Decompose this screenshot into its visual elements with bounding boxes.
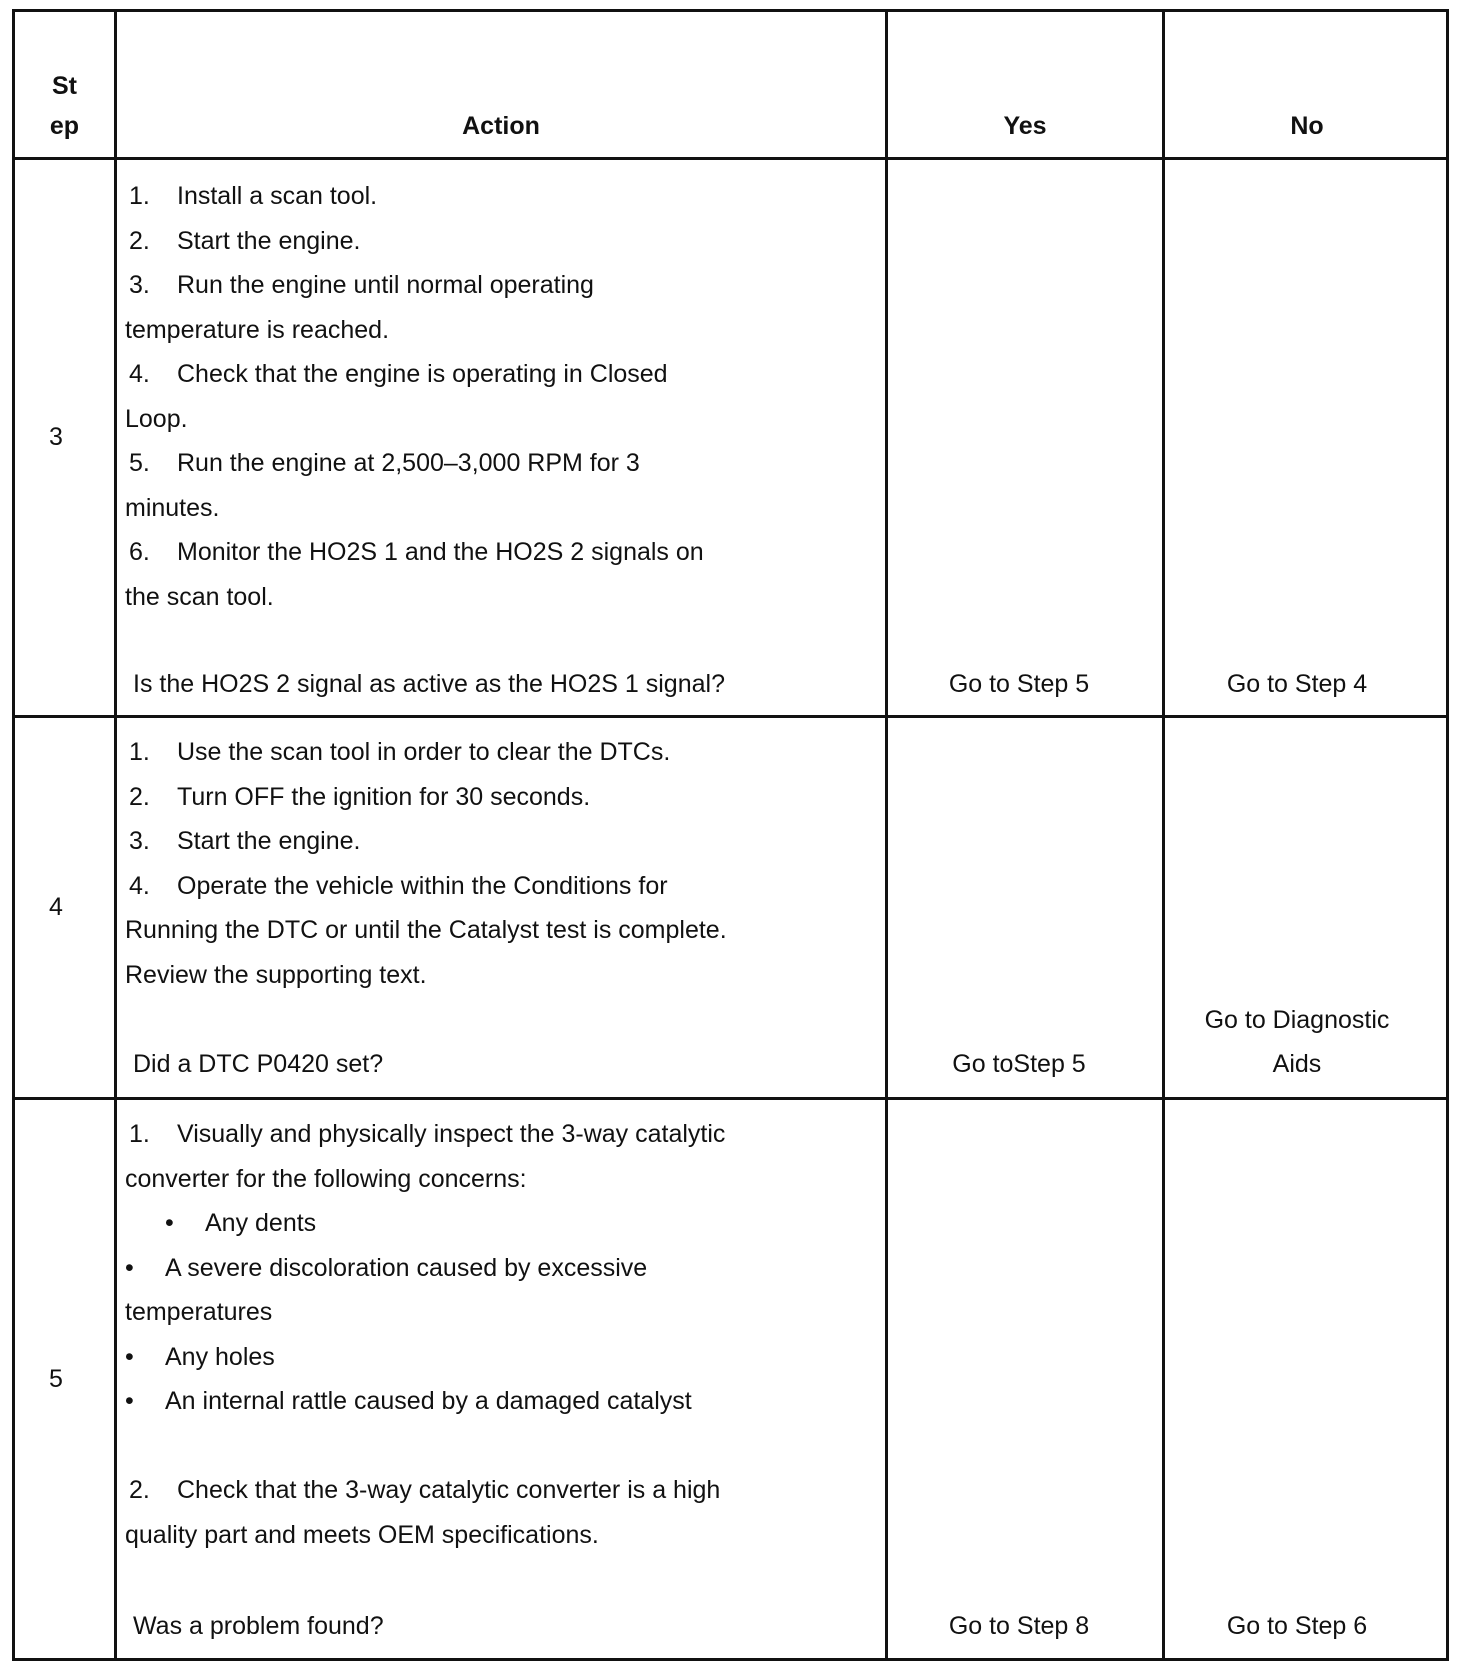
line-text: Monitor the HO2S 1 and the HO2S 2 signals on [177, 538, 704, 566]
bullet-icon: • [125, 1387, 134, 1415]
continuation-line [125, 953, 427, 997]
list-number: 5. [129, 449, 150, 477]
list-number: 1. [129, 182, 150, 210]
continuation-line [125, 908, 727, 952]
line-text: temperature is reached. [125, 315, 390, 344]
bullet-icon: • [125, 1342, 134, 1371]
bullet-icon: • [165, 1209, 174, 1237]
line-text: the scan tool. [125, 582, 274, 611]
no-result [1165, 1604, 1429, 1648]
numbered-line [129, 352, 668, 396]
list-number: 6. [129, 538, 150, 566]
bullet-line [165, 1201, 316, 1245]
line-text: Install a scan tool. [177, 182, 378, 210]
numbered-line [129, 1112, 725, 1156]
no-result-line: Go to Step 6 [1226, 1612, 1368, 1640]
line-text: Review the supporting text. [125, 960, 427, 989]
continuation-line [125, 1290, 272, 1334]
header-step-line2: ep [49, 112, 80, 140]
line-text: Operate the vehicle within the Conditions for [177, 871, 668, 900]
continuation-line [125, 1513, 599, 1557]
action-text [125, 730, 875, 1010]
line-text: Turn OFF the ignition for 30 seconds. [177, 782, 591, 811]
line-text: Running the DTC or until the Catalyst test is complete. [125, 916, 727, 944]
line-text: Loop. [125, 404, 188, 433]
question-text: Is the HO2S 2 signal as active as the HO2S 1 signal? [133, 670, 725, 698]
list-number: 3. [129, 271, 150, 299]
list-number: 2. [129, 782, 150, 811]
action-text [125, 1112, 875, 1572]
header-no: No [1290, 112, 1324, 140]
numbered-line [129, 263, 594, 307]
step-number: 3 [49, 423, 63, 451]
list-number: 1. [129, 1120, 150, 1148]
bullet-icon: • [125, 1253, 134, 1282]
line-text: An internal rattle caused by a damaged catalyst [165, 1387, 692, 1415]
line-text: converter for the following concerns: [125, 1164, 527, 1193]
no-result [1165, 998, 1429, 1086]
line-text: quality part and meets OEM specifications. [125, 1520, 599, 1549]
yes-result: Go to Step 8 [948, 1612, 1090, 1640]
numbered-line [129, 441, 640, 485]
list-number: 2. [129, 226, 150, 255]
no-result-line: Aids [1272, 1050, 1322, 1078]
numbered-line [129, 219, 360, 263]
line-text: Visually and physically inspect the 3-way catalytic [177, 1120, 726, 1148]
no-result [1165, 662, 1429, 706]
step-number: 4 [49, 893, 63, 921]
numbered-line [129, 174, 377, 218]
bullet-line [125, 1379, 692, 1423]
action-text [125, 174, 875, 674]
numbered-line [129, 819, 360, 863]
line-text: Start the engine. [177, 827, 361, 855]
question-text: Did a DTC P0420 set? [133, 1050, 384, 1078]
row-divider [15, 157, 1446, 160]
line-text: Use the scan tool in order to clear the DTCs. [177, 738, 671, 766]
numbered-line [129, 730, 670, 774]
header-yes: Yes [1003, 112, 1047, 140]
bullet-line [125, 1246, 647, 1290]
header-step-line1: St [52, 72, 77, 100]
list-number: 4. [129, 360, 150, 388]
continuation-line [125, 486, 219, 530]
numbered-line [129, 864, 668, 908]
step-number: 5 [49, 1365, 63, 1393]
numbered-line [129, 530, 704, 574]
row-divider [15, 715, 1446, 718]
question-text: Was a problem found? [133, 1612, 384, 1640]
line-text: minutes. [125, 493, 220, 522]
list-number: 2. [129, 1476, 150, 1504]
list-number: 3. [129, 827, 150, 855]
numbered-line [129, 775, 590, 819]
diagnostic-table [12, 9, 1449, 1661]
line-text: Any holes [165, 1342, 275, 1371]
no-result-line: Go to Diagnostic [1204, 1006, 1390, 1034]
line-text: Run the engine at 2,500–3,000 RPM for 3 [177, 449, 640, 477]
yes-result: Go toStep 5 [952, 1050, 1086, 1078]
line-text: Check that the engine is operating in Closed [177, 360, 668, 388]
line-text: temperatures [125, 1298, 273, 1326]
line-text: Run the engine until normal operating [177, 271, 594, 299]
list-number: 1. [129, 738, 150, 766]
header-step [15, 66, 114, 146]
header-action: Action [462, 112, 540, 140]
col-divider [885, 12, 888, 1658]
col-divider [114, 12, 117, 1658]
list-number: 4. [129, 871, 150, 900]
line-text: A severe discoloration caused by excessive [165, 1253, 648, 1282]
row-divider [15, 1097, 1446, 1100]
bullet-line [125, 1335, 275, 1379]
line-text: Start the engine. [177, 226, 361, 255]
continuation-line [125, 308, 389, 352]
line-text: Any dents [205, 1209, 317, 1237]
no-result-line: Go to Step 4 [1226, 670, 1368, 698]
line-text: Check that the 3-way catalytic converter is a high [177, 1476, 721, 1504]
numbered-line [129, 1468, 720, 1512]
continuation-line [125, 575, 274, 619]
continuation-line [125, 1157, 527, 1201]
yes-result: Go to Step 5 [948, 670, 1090, 698]
continuation-line [125, 397, 188, 441]
col-divider [1162, 12, 1165, 1658]
